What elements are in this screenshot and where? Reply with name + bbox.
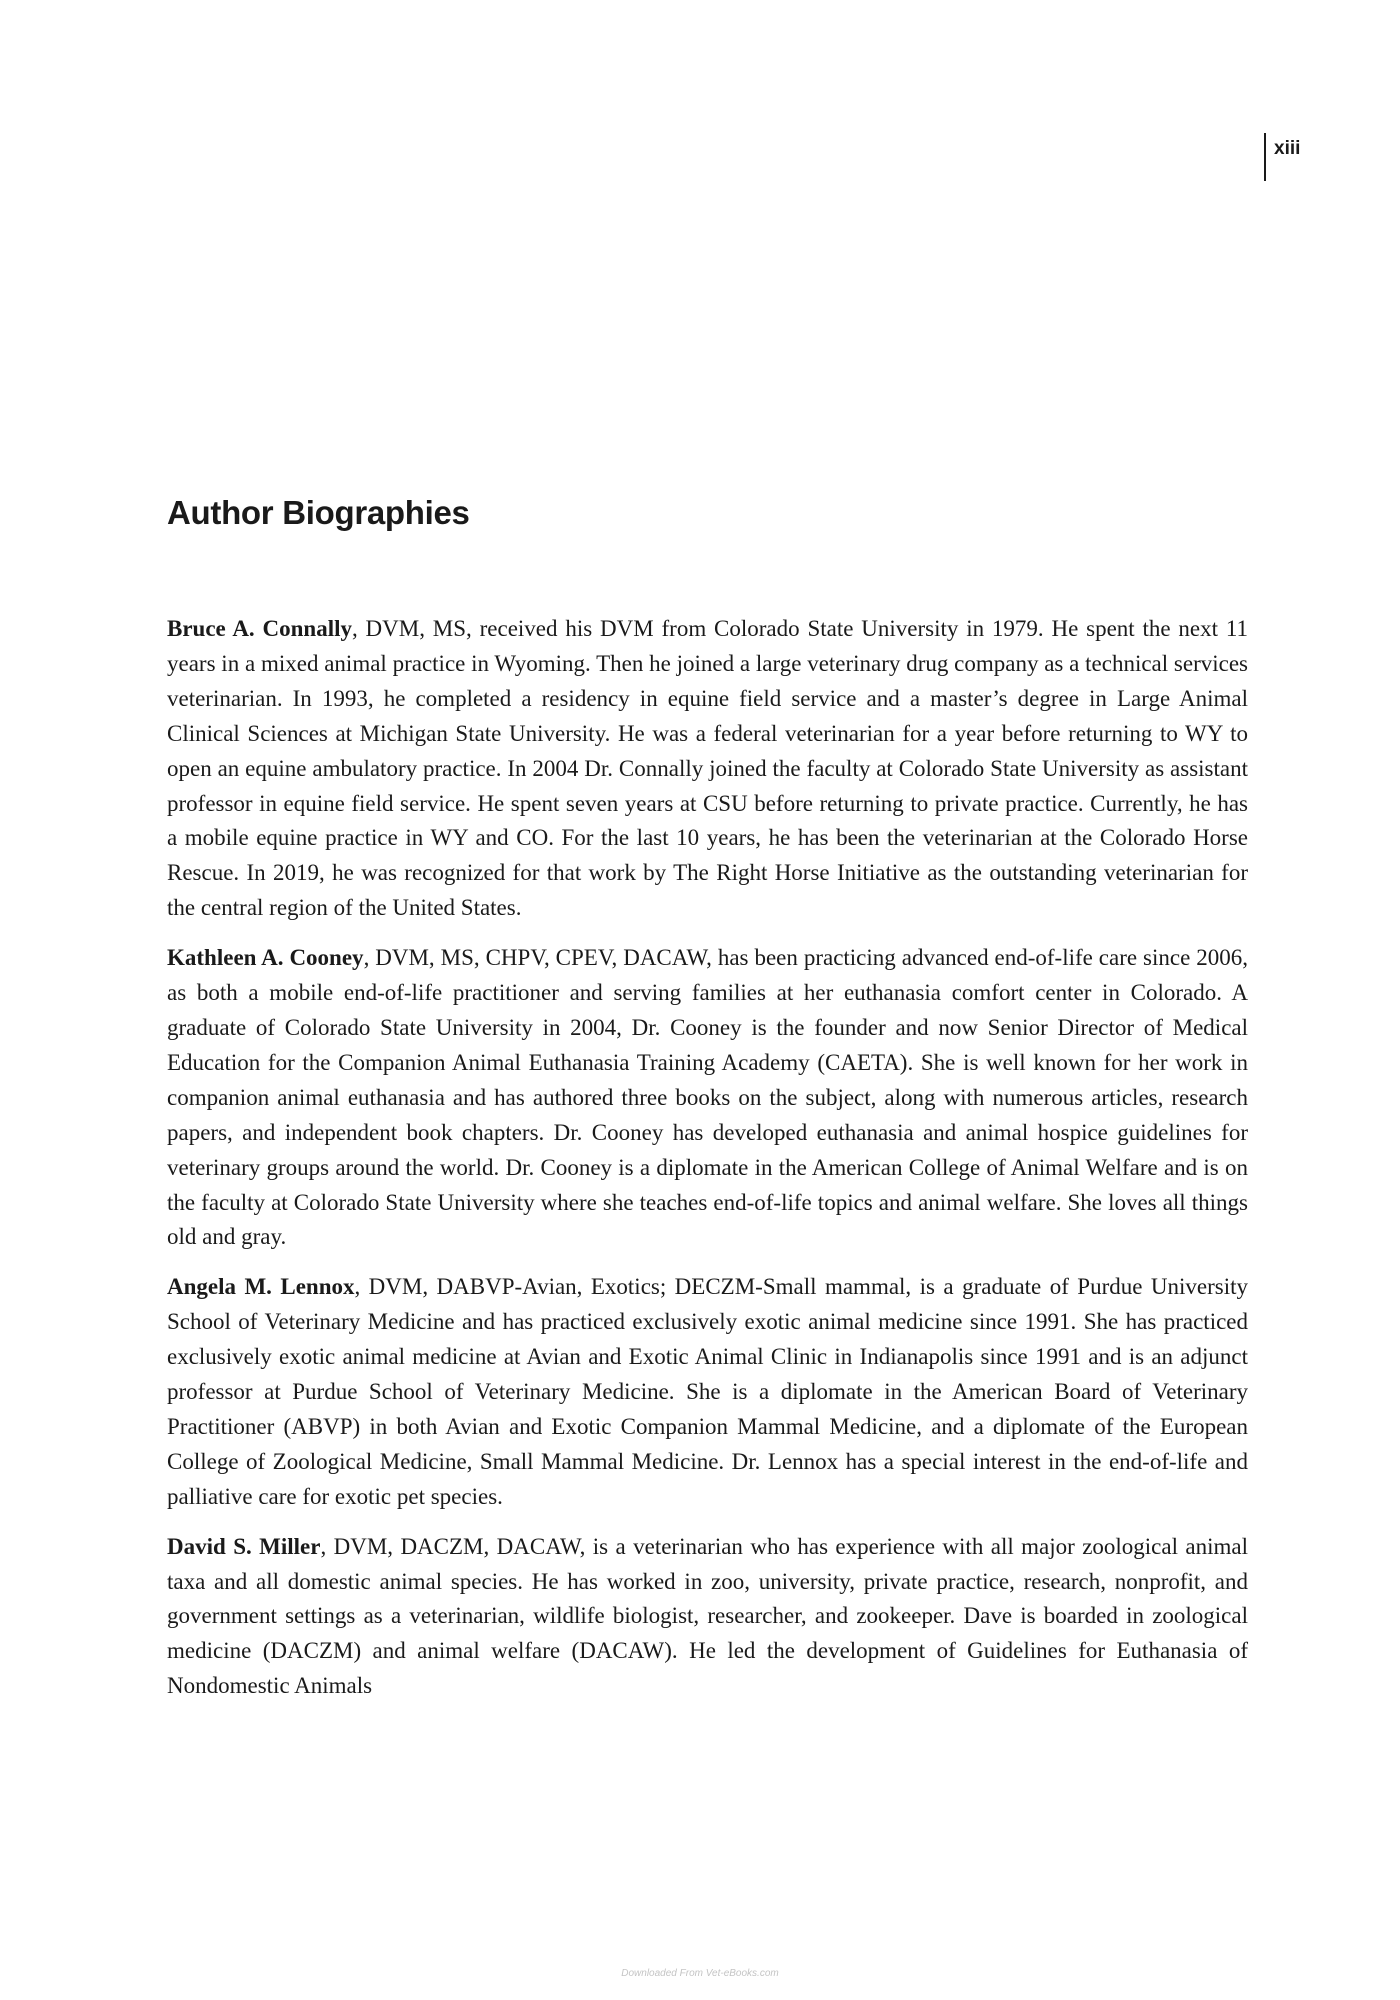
footer-watermark: Downloaded From Vet-eBooks.com xyxy=(621,1968,779,1979)
bio-text: , DVM, DABVP-Avian, Exotics; DECZM-Small mammal, is a graduate of Purdue University School of Veterinary Medicine and has practiced exclusively exotic animal medicine since 1991. She has practiced exclusively exotic animal medicine at Avian and Exotic Animal Clinic in Indianapolis since 1991 and is an adjunct professor at Purdue School of Veterinary Medicine. She is a diplomate in the American Board of Veterinary Practitioner (ABVP) in both Avian and Exotic Companion Mammal Medicine, and a diplomate of the European College of Zoological Medicine, Small Mammal Medicine. Dr. Lennox has a special interest in the end-of-life and palliative care for exotic pet species. xyxy=(167,1274,1248,1509)
bio-text: , DVM, MS, received his DVM from Colorado State University in 1979. He spent the next 11 years in a mixed animal practice in Wyoming. Then he joined a large veterinary drug company as a technical services veterinarian. In 1993, he completed a residency in equine field service and a master’s degree in Large Animal Clinical Sciences at Michigan State University. He was a federal veterinarian for a year before returning to WY to open an equine ambulatory practice. In 2004 Dr. Connally joined the faculty at Colorado State University as assistant professor in equine field service. He spent seven years at CSU before returning to private practice. Currently, he has a mobile equine practice in WY and CO. For the last 10 years, he has been the veterinarian at the Colorado Horse Rescue. In 2019, he was recognized for that work by The Right Horse Initiative as the outstanding veterinarian for the central region of the United States. xyxy=(167,616,1248,921)
bio-bruce-connally xyxy=(167,612,1248,926)
bio-name: Bruce A. Connally xyxy=(167,616,352,641)
bio-name: Angela M. Lennox xyxy=(167,1274,355,1300)
bio-text: , DVM, DACZM, DACAW, is a veterinarian who has experience with all major zoological animal taxa and all domestic animal species. He has worked in zoo, university, private practice, research, nonprofit, and government settings as a veterinarian, wildlife biologist, researcher, and zookeeper. Dave is boarded in zoological medicine (DACZM) and animal welfare (DACAW). He led the development of Guidelines for Euthanasia of Nondomestic Animals xyxy=(167,1533,1248,1699)
bio-david-miller xyxy=(167,1530,1248,1705)
page-title: Author Biographies xyxy=(167,494,470,531)
page-number: xiii xyxy=(1274,138,1301,159)
bio-name: Kathleen A. Cooney xyxy=(167,945,364,971)
bio-angela-lennox xyxy=(167,1270,1248,1514)
author-bios xyxy=(167,612,1248,1719)
bio-text: , DVM, MS, CHPV, CPEV, DACAW, has been practicing advanced end-of-life care since 2006, as both a mobile end-of-life practitioner and serving families at her euthanasia comfort center in Colorado. A graduate of Colorado State University in 2004, Dr. Cooney is the founder and now Senior Director of Medical Education for the Companion Animal Euthanasia Training Academy (CAETA). She is well known for her work in companion animal euthanasia and has authored three books on the subject, along with numerous articles, research papers, and independent book chapters. Dr. Cooney has developed euthanasia and animal hospice guidelines for veterinary groups around the world. Dr. Cooney is a diplomate in the American College of Animal Welfare and is on the faculty at Colorado State University where she teaches end-of-life topics and animal welfare. She loves all things old and gray. xyxy=(167,945,1249,1250)
bio-kathleen-cooney xyxy=(167,941,1248,1255)
bio-name: David S. Miller xyxy=(167,1533,321,1559)
page-number-rule xyxy=(1264,133,1266,181)
